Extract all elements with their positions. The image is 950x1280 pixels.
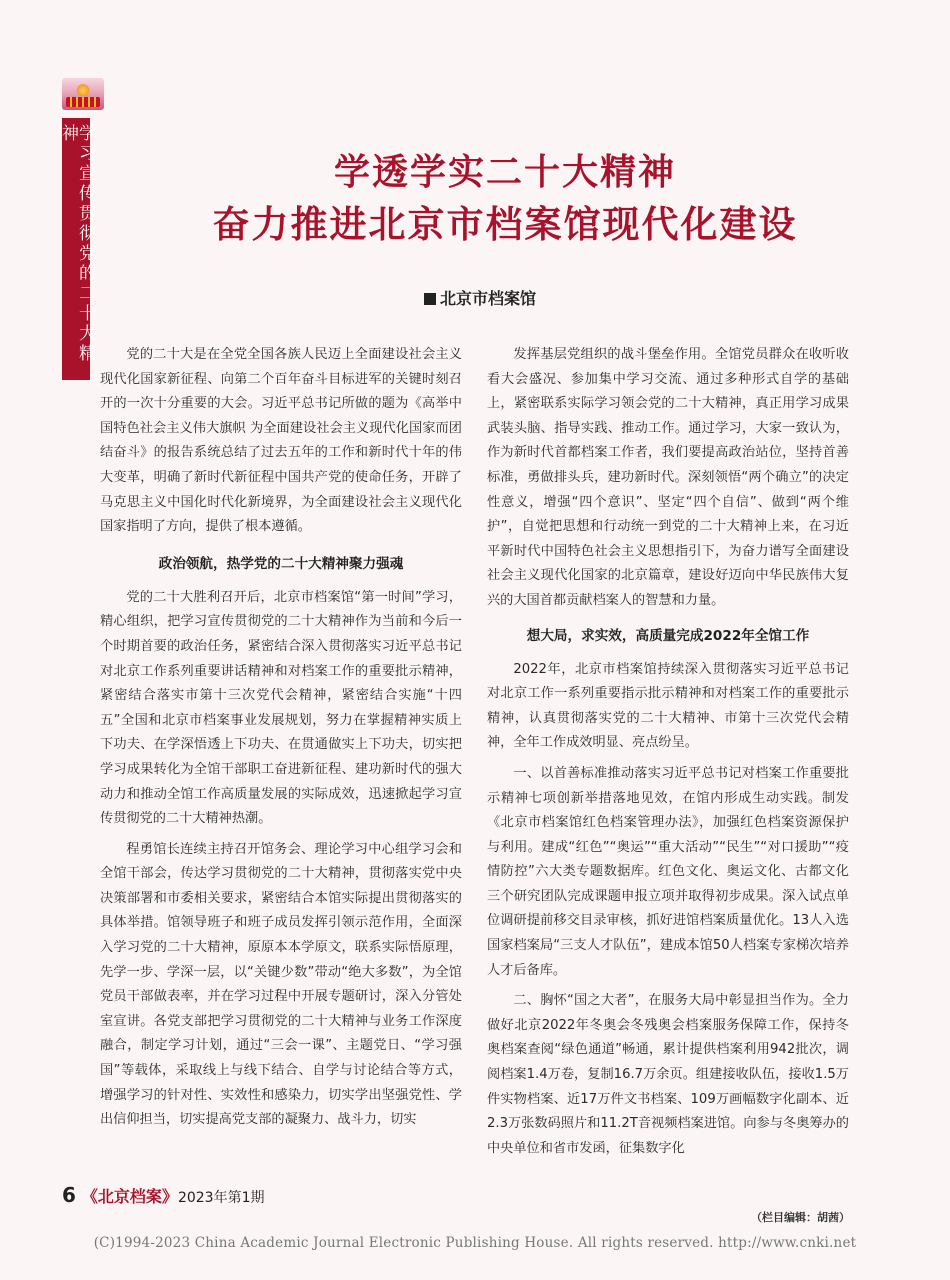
- paragraph: 程勇馆长连续主持召开馆务会、理论学习中心组学习会和全馆干部会，传达学习贯彻党的二十大精神，贯彻落实党中央决策部署和市委相关要求，紧密结合本馆实际提出贯彻落实的具体举措。馆领导班子和班子成员发挥引领示范作用，全面深入学习党的二十大精神，原原本本学原文，联系实际悟原理，先学一步、学深一层，以“关键少数”带动“绝大多数”，为全馆党员干部做表率，并在学习过程中开展专题研讨，深入分管处室宣讲。各党支部把学习贯彻党的二十大精神与业务工作深度融合，制定学习计划，通过“三会一课”、主题党日、“学习强国”等载体，采取线上与线下结合、自学与讨论结合等方式，增强学习的针对性、实效性和感染力，切实学出坚强党性、学出信仰担当，切实提高党支部的凝聚力、战斗力，切实: [100, 841, 462, 1128]
- article-title: [100, 148, 910, 250]
- article-title-line2: 奋力推进北京市档案馆现代化建设: [212, 203, 798, 246]
- paragraph: 一、以首善标准推动落实习近平总书记对档案工作重要批示精神七项创新举措落地见效，在馆内形成生动实践。制发《北京市档案馆红色档案管理办法》，加强红色档案资源保护与利用。建成“红色”“奥运”“重大活动”“民生”“对口援助”“疫情防控”六大类专题数据库。红色文化、奥运文化、古都文化三个研究团队完成课题申报立项并取得初步成果。深入试点单位调研提前移交目录审核，抓好进馆档案质量优化。13人入选国家档案局“三支人才队伍”，建成本馆50人档案专家梯次培养人才后备库。: [487, 765, 849, 978]
- section-heading: 政治领航，热学党的二十大精神聚力强魂: [158, 555, 404, 572]
- paragraph: 2022年，北京市档案馆持续深入贯彻落实习近平总书记对北京工作一系列重要指示批示精神和对档案工作的重要批示精神，认真贯彻落实党的二十大精神、市第十三次党代会精神，全年工作成效明显、亮点纷呈。: [487, 661, 849, 751]
- paragraph: 发挥基层党组织的战斗堡垒作用。全馆党员群众在收听收看大会盛况、参加集中学习交流、通过多种形式自学的基础上，紧密联系实际学习领会党的二十大精神，真正用学习成果武装头脑、指导实践、推动工作。通过学习，大家一致认为，作为新时代首都档案工作者，我们要提高政治站位，坚持首善标准，勇做排头兵，建功新时代。深刻领悟“两个确立”的决定性意义，增强“四个意识”、坚定“四个自信”、做到“两个维护”，自觉把思想和行动统一到党的二十大精神上来，在习近平新时代中国特色社会主义思想指引下，为奋力谱写全面建设社会主义现代化国家的北京篇章，建设好迈向中华民族伟大复兴的大国首都贡献档案人的智慧和力量。: [487, 347, 849, 608]
- section-tab: [58, 118, 95, 380]
- paragraph: 党的二十大胜利召开后，北京市档案馆“第一时间”学习，精心组织，把学习宣传贯彻党的二十大精神作为当前和今后一个时期首要的政治任务，紧密结合深入贯彻落实习近平总书记对北京工作系列重要讲话精神和对档案工作的重要批示精神，紧密结合落实市第十三次党代会精神，紧密结合实施“十四五”全国和北京市档案事业发展规划，努力在掌握精神实质上下功夫、在学深悟透上下功夫、在贯通做实上下功夫，切实把学习成果转化为全馆干部职工奋进新征程、建功新时代的强大动力和推动全馆工作高质量发展的实际成效，迅速掀起学习宣传贯彻党的二十大精神热潮。: [100, 589, 462, 827]
- paragraph: 二、胸怀“国之大者”，在服务大局中彰显担当作为。全力做好北京2022年冬奥会冬残奥会档案服务保障工作，保持冬奥档案查阅“绿色通道”畅通，累计提供档案利用942批次，调阅档案1.4万卷，复制16.7万余页。组建接收队伍，接收1.5万件实物档案、近17万件文书档案、109万画幅数字化副本、近2.3万张数码照片和11.2T音视频档案进馆。向参与冬奥筹办的中央单位和省市发函，征集数字化: [487, 993, 849, 1156]
- party-emblem-icon: [62, 78, 104, 110]
- issue-label: 2023年第1期: [177, 1190, 265, 1206]
- column-editor: （栏目编辑：胡茜）: [751, 1211, 850, 1224]
- page-number: 6: [62, 1183, 76, 1207]
- author-line: [0, 286, 950, 309]
- copyright-notice: (C)1994-2023 China Academic Journal Electronic Publishing House. All rights reserved. http://www.cnki.net: [93, 1235, 857, 1251]
- paragraph: 党的二十大是在全党全国各族人民迈上全面建设社会主义现代化国家新征程、向第二个百年奋斗目标进军的关键时刻召开的一次十分重要的大会。习近平总书记所做的题为《高举中国特色社会主义伟大旗帜 为全面建设社会主义现代化国家而团结奋斗》的报告系统总结了过去五年的工作和新时代十年的伟大变革，明确了新时代新征程中国共产党的使命任务，开辟了马克思主义中国化时代化新境界，为全面建设社会主义现代化国家指明了方向，提供了根本遵循。: [100, 347, 462, 535]
- square-bullet-icon: [424, 293, 436, 305]
- right-column: [487, 343, 849, 1161]
- author-name: 北京市档案馆: [439, 289, 536, 308]
- article-title-line1: 学透学实二十大精神: [333, 152, 676, 193]
- section-heading: 想大局，求实效，高质量完成2022年全馆工作: [526, 627, 810, 644]
- flag-icon: [66, 97, 100, 107]
- left-column: [100, 343, 462, 1133]
- section-tab-label: 学习宣传贯彻党的二十大精神: [58, 124, 95, 364]
- magazine-name: 《北京档案》: [81, 1187, 178, 1206]
- page-footer: [62, 1183, 264, 1207]
- flame-icon: [76, 82, 90, 96]
